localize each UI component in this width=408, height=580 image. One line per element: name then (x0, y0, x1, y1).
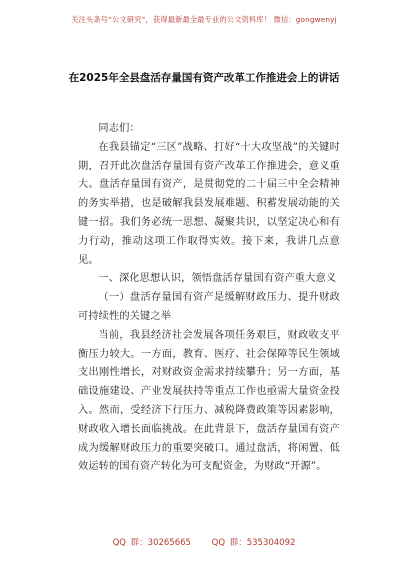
paragraph: 在我县锚定“三区”战略、打好“十大攻坚战”的关键时期，召开此次盘活存量国有资产改革工作推进会，意义重大。盘活存量国有资产，是贯彻党的二十届三中全会精神的务实举措，也是破解我县发展难题、积蓄发展动能的关键一招。我们务必统一思想、凝聚共识，以坚定决心和有力行动，推动这项工作取得实效。接下来，我讲几点意见。 (78, 141, 340, 266)
document-body (78, 120, 340, 477)
paragraph: 当前，我县经济社会发展各项任务艰巨，财政收支平衡压力较大。一方面，教育、医疗、社会保障等民生领域支出刚性增长，对财政资金需求持续攀升；另一方面，基础设施建设、产业发展扶持等重点工作也亟需大量资金投入。然而，受经济下行压力、减税降费政策等因素影响，财政收入增长面临挑战。在此背景下，盘活存量国有资产成为缓解财政压力的重要突破口。通过盘活，将闲置、低效运转的国有资产转化为可支配资金，为财政“开源”。 (78, 329, 340, 473)
qq-group-1: QQ 群：30265665 (112, 538, 191, 548)
section-heading: 一、深化思想认识，领悟盘活存量国有资产重大意义 (98, 273, 337, 285)
document-title: 在2025年全县盘活存量国有资产改革工作推进会上的讲话 (68, 72, 340, 84)
greeting: 同志们： (98, 123, 140, 134)
qq-group-2: QQ 群：535304092 (211, 538, 296, 548)
footer-qq-groups (0, 536, 408, 548)
top-banner: 关注头条号“公文研究”，获得最新最全最专业的公文资料库！ 微信：gongwenyj (71, 15, 337, 24)
subsection-heading: （一）盘活存量国有资产是缓解财政压力、提升财政可持续性的关键之举 (78, 292, 340, 322)
